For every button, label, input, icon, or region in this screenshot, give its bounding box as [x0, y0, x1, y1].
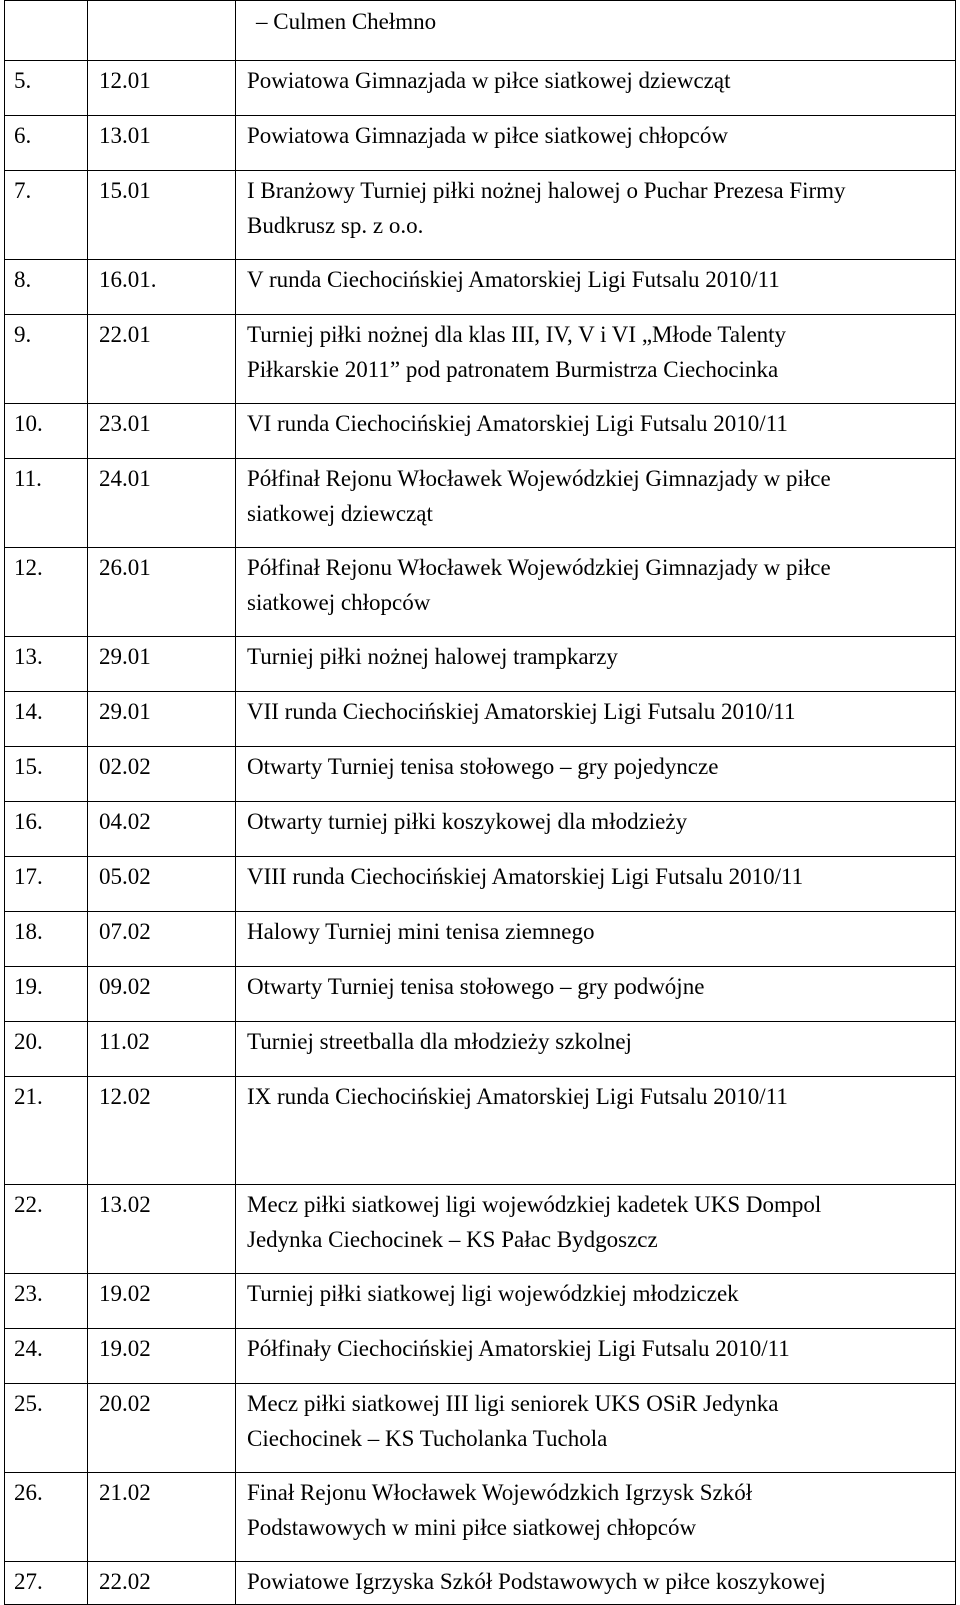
table-row [5, 1022, 956, 1077]
row-date-cell: 22.02 [88, 1562, 236, 1605]
table-row [5, 459, 956, 548]
event-text-line: VIII runda Ciechocińskiej Amatorskiej Ligi Futsalu 2010/11 [247, 864, 804, 889]
event-text-line: siatkowej dziewcząt [247, 501, 433, 526]
table-row [5, 404, 956, 459]
table-row [5, 637, 956, 692]
event-text-line: – Culmen Chełmno [256, 9, 437, 34]
events-schedule-body [5, 1, 956, 1605]
row-date-cell: 02.02 [88, 747, 236, 802]
row-number-cell: 9. [5, 315, 88, 404]
table-row [5, 116, 956, 171]
row-number-cell: 22. [5, 1185, 88, 1274]
table-row [5, 857, 956, 912]
row-number-cell: 27. [5, 1562, 88, 1605]
table-row [5, 1, 956, 61]
row-date-cell: 05.02 [88, 857, 236, 912]
event-text-line: Ciechocinek – KS Tucholanka Tuchola [247, 1426, 608, 1451]
row-event-cell [236, 1274, 956, 1329]
row-date-cell: 04.02 [88, 802, 236, 857]
row-date-cell: 13.01 [88, 116, 236, 171]
row-date-cell [88, 1, 236, 61]
row-date-cell: 13.02 [88, 1185, 236, 1274]
event-text-line: Mecz piłki siatkowej ligi wojewódzkiej kadetek UKS Dompol [247, 1192, 822, 1217]
event-text-line: Finał Rejonu Włocławek Wojewódzkich Igrzysk Szkół [247, 1480, 753, 1505]
row-number-cell: 11. [5, 459, 88, 548]
event-text-line: VI runda Ciechocińskiej Amatorskiej Ligi Futsalu 2010/11 [247, 411, 788, 436]
row-date-cell: 20.02 [88, 1384, 236, 1473]
table-row [5, 747, 956, 802]
event-text-line: siatkowej chłopców [247, 590, 431, 615]
row-date-cell: 16.01. [88, 260, 236, 315]
table-row [5, 1473, 956, 1562]
row-date-cell: 11.02 [88, 1022, 236, 1077]
event-text-line: V runda Ciechocińskiej Amatorskiej Ligi Futsalu 2010/11 [247, 267, 780, 292]
row-number-cell: 7. [5, 171, 88, 260]
event-text-line: VII runda Ciechocińskiej Amatorskiej Ligi Futsalu 2010/11 [247, 699, 796, 724]
row-event-cell [236, 404, 956, 459]
row-number-cell: 25. [5, 1384, 88, 1473]
row-event-cell [236, 692, 956, 747]
row-date-cell: 12.01 [88, 61, 236, 116]
table-row [5, 692, 956, 747]
row-date-cell: 29.01 [88, 692, 236, 747]
row-event-cell [236, 912, 956, 967]
row-date-cell: 12.02 [88, 1077, 236, 1185]
event-text-line: Otwarty Turniej tenisa stołowego – gry pojedyncze [247, 754, 719, 779]
row-event-cell [236, 637, 956, 692]
table-row [5, 548, 956, 637]
row-date-cell: 07.02 [88, 912, 236, 967]
table-row [5, 1562, 956, 1605]
event-text-line: Piłkarskie 2011” pod patronatem Burmistrza Ciechocinka [247, 357, 779, 382]
event-text-line: I Branżowy Turniej piłki nożnej halowej o Puchar Prezesa Firmy [247, 178, 846, 203]
row-number-cell: 19. [5, 967, 88, 1022]
row-event-cell [236, 1185, 956, 1274]
event-text-line: Powiatowa Gimnazjada w piłce siatkowej chłopców [247, 123, 728, 148]
event-text-line: Otwarty Turniej tenisa stołowego – gry podwójne [247, 974, 705, 999]
event-text-line: Półfinał Rejonu Włocławek Wojewódzkiej Gimnazjady w piłce [247, 466, 831, 491]
event-text-line: Półfinał Rejonu Włocławek Wojewódzkiej Gimnazjady w piłce [247, 555, 831, 580]
row-event-cell [236, 315, 956, 404]
row-date-cell: 24.01 [88, 459, 236, 548]
event-text-line: Podstawowych w mini piłce siatkowej chłopców [247, 1515, 697, 1540]
row-number-cell: 23. [5, 1274, 88, 1329]
row-event-cell [236, 1473, 956, 1562]
table-row [5, 967, 956, 1022]
row-number-cell: 21. [5, 1077, 88, 1185]
row-date-cell: 26.01 [88, 548, 236, 637]
table-row [5, 61, 956, 116]
row-event-cell [236, 967, 956, 1022]
row-number-cell: 13. [5, 637, 88, 692]
row-event-cell [236, 171, 956, 260]
event-text-line: Halowy Turniej mini tenisa ziemnego [247, 919, 595, 944]
row-event-cell [236, 1329, 956, 1384]
row-number-cell: 10. [5, 404, 88, 459]
row-number-cell: 20. [5, 1022, 88, 1077]
table-row [5, 1185, 956, 1274]
row-event-cell [236, 260, 956, 315]
row-date-cell: 19.02 [88, 1274, 236, 1329]
row-event-cell [236, 747, 956, 802]
row-number-cell: 6. [5, 116, 88, 171]
row-event-cell [236, 61, 956, 116]
table-row [5, 802, 956, 857]
row-date-cell: 22.01 [88, 315, 236, 404]
row-number-cell: 16. [5, 802, 88, 857]
event-text-line: IX runda Ciechocińskiej Amatorskiej Ligi Futsalu 2010/11 [247, 1084, 788, 1109]
row-event-cell [236, 116, 956, 171]
table-row [5, 1329, 956, 1384]
row-number-cell: 8. [5, 260, 88, 315]
row-number-cell: 15. [5, 747, 88, 802]
event-text-line: Otwarty turniej piłki koszykowej dla młodzieży [247, 809, 688, 834]
row-event-cell [236, 548, 956, 637]
row-number-cell: 14. [5, 692, 88, 747]
row-event-cell [236, 1384, 956, 1473]
event-text-line: Mecz piłki siatkowej III ligi seniorek UKS OSiR Jedynka [247, 1391, 779, 1416]
event-text-line: Powiatowa Gimnazjada w piłce siatkowej dziewcząt [247, 68, 731, 93]
event-text-line: Turniej piłki siatkowej ligi wojewódzkiej młodziczek [247, 1281, 739, 1306]
row-date-cell: 23.01 [88, 404, 236, 459]
row-event-cell [236, 1022, 956, 1077]
event-text-line: Turniej piłki nożnej halowej trampkarzy [247, 644, 618, 669]
table-row [5, 1077, 956, 1185]
events-schedule-table [4, 0, 956, 1605]
table-row [5, 260, 956, 315]
row-date-cell: 19.02 [88, 1329, 236, 1384]
table-row [5, 1384, 956, 1473]
row-date-cell: 15.01 [88, 171, 236, 260]
event-text-line: Turniej streetballa dla młodzieży szkolnej [247, 1029, 632, 1054]
event-text-line: Turniej piłki nożnej dla klas III, IV, V i VI „Młode Talenty [247, 322, 787, 347]
event-text-line: Powiatowe Igrzyska Szkół Podstawowych w piłce koszykowej [247, 1569, 826, 1594]
event-text-line: Jedynka Ciechocinek – KS Pałac Bydgoszcz [247, 1227, 658, 1252]
table-row [5, 1274, 956, 1329]
row-number-cell: 26. [5, 1473, 88, 1562]
row-number-cell: 24. [5, 1329, 88, 1384]
row-number-cell [5, 1, 88, 61]
row-number-cell: 12. [5, 548, 88, 637]
row-number-cell: 18. [5, 912, 88, 967]
row-number-cell: 5. [5, 61, 88, 116]
row-event-cell [236, 802, 956, 857]
table-row [5, 315, 956, 404]
row-event-cell [236, 459, 956, 548]
table-row [5, 912, 956, 967]
event-text-line: Półfinały Ciechocińskiej Amatorskiej Ligi Futsalu 2010/11 [247, 1336, 790, 1361]
row-event-cell [236, 1, 956, 61]
row-date-cell: 09.02 [88, 967, 236, 1022]
event-text-line: Budkrusz sp. z o.o. [247, 213, 424, 238]
row-event-cell [236, 1077, 956, 1185]
row-date-cell: 29.01 [88, 637, 236, 692]
row-event-cell [236, 1562, 956, 1605]
row-number-cell: 17. [5, 857, 88, 912]
table-row [5, 171, 956, 260]
row-date-cell: 21.02 [88, 1473, 236, 1562]
row-event-cell [236, 857, 956, 912]
